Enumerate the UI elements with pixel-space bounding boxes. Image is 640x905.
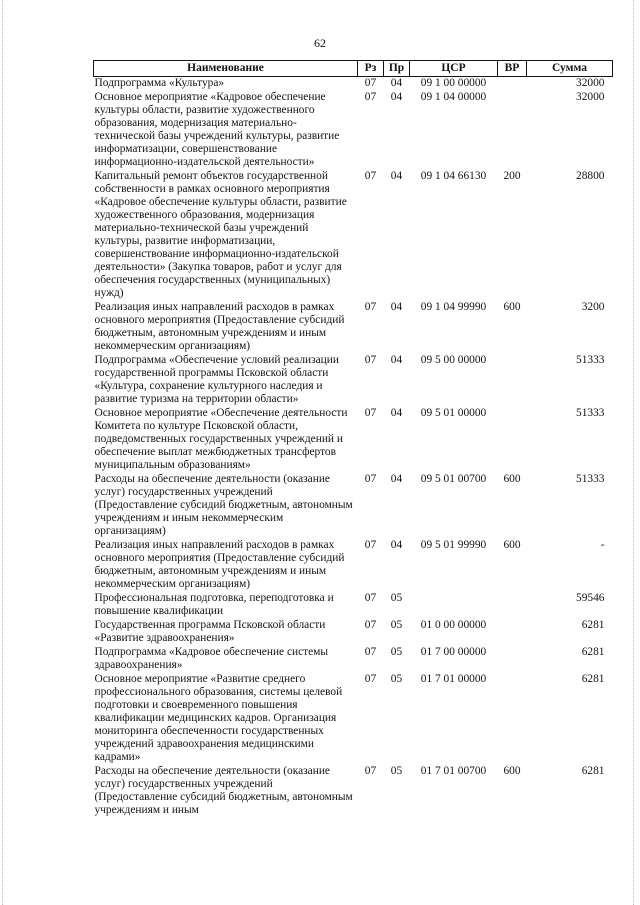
header-pr: Пр — [384, 61, 410, 77]
cell-vr: 600 — [503, 765, 521, 777]
cell-csr: 09 1 04 99990 — [420, 301, 487, 313]
table-row — [94, 91, 613, 170]
cell-name: Подпрограмма «Кадровое обеспечение системы здравоохранения» — [94, 646, 329, 671]
table-row — [94, 619, 613, 646]
cell-pr: 04 — [390, 354, 403, 366]
cell-vr — [498, 619, 527, 646]
cell-vr — [498, 592, 527, 619]
cell-pr: 04 — [390, 539, 403, 551]
scan-edge-left — [2, 0, 4, 905]
table-row — [94, 170, 613, 301]
cell-rz: 07 — [364, 407, 377, 419]
cell-csr — [410, 592, 498, 619]
cell-vr — [498, 646, 527, 673]
cell-csr: 09 5 01 00000 — [420, 407, 487, 419]
cell-csr: 09 1 00 00000 — [420, 77, 487, 89]
cell-sum: 51333 — [576, 473, 605, 485]
cell-csr: 01 7 01 00000 — [420, 673, 487, 685]
cell-vr — [498, 673, 527, 765]
cell-pr: 04 — [390, 170, 403, 182]
cell-rz: 07 — [364, 765, 377, 777]
budget-table — [93, 60, 613, 818]
header-name: Наименование — [94, 61, 358, 77]
cell-rz: 07 — [364, 539, 377, 551]
cell-name: Основное мероприятие «Обеспечение деятельности Комитета по культуре Псковской области, подведомственных государственных учреждений и обеспечение выплат межбюджетных трансфертов муниципальным образованиям» — [94, 407, 348, 471]
cell-rz: 07 — [364, 91, 377, 103]
cell-sum: 32000 — [576, 77, 605, 89]
cell-rz: 07 — [364, 354, 377, 366]
table-row — [94, 539, 613, 592]
cell-name: Государственная программа Псковской области «Развитие здравоохранения» — [94, 619, 326, 644]
table-header — [94, 61, 613, 77]
cell-rz: 07 — [364, 673, 377, 685]
cell-rz: 07 — [364, 646, 377, 658]
table-row — [94, 673, 613, 765]
cell-rz: 07 — [364, 301, 377, 313]
cell-name: Профессиональная подготовка, переподготовка и повышение квалификации — [94, 592, 334, 617]
cell-sum: 51333 — [576, 354, 605, 366]
table-row — [94, 354, 613, 407]
cell-sum: 32000 — [576, 91, 605, 103]
cell-name: Капитальный ремонт объектов государственной собственности в рамках основного мероприятия «Кадровое обеспечение культуры области, развитие художественного образования, модернизация материально-технической базы учреждений культуры, развитие информатизации, совершенствование информационно-издательской деятельности» (Закупка товаров, работ и услуг для обеспечения государственных (муниципальных) нужд) — [94, 170, 347, 299]
cell-name: Расходы на обеспечение деятельности (оказание услуг) государственных учреждений (Предоставление субсидий бюджетным, автономным учреждениям и иным некоммерческим организациям) — [94, 473, 353, 537]
table-body — [94, 77, 613, 819]
cell-pr: 04 — [390, 301, 403, 313]
cell-pr: 04 — [390, 91, 403, 103]
cell-name: Реализация иных направлений расходов в рамках основного мероприятия (Предоставление субсидий бюджетным, автономным учреждениям и иным некоммерческим организациям) — [94, 539, 345, 590]
cell-csr: 01 7 01 00700 — [420, 765, 487, 777]
cell-rz: 07 — [364, 170, 377, 182]
cell-sum: 28800 — [576, 170, 605, 182]
cell-pr: 05 — [390, 646, 403, 658]
cell-name: Расходы на обеспечение деятельности (оказание услуг) государственных учреждений (Предоставление субсидий бюджетным, автономным учреждениям и иным — [94, 765, 353, 816]
scan-edge-right — [633, 0, 635, 905]
cell-csr: 09 1 04 66130 — [420, 170, 487, 182]
cell-pr: 04 — [390, 77, 403, 89]
cell-csr: 09 5 01 00700 — [420, 473, 487, 485]
cell-sum: 6281 — [581, 765, 605, 777]
cell-rz: 07 — [364, 592, 377, 604]
cell-csr: 09 5 00 00000 — [420, 354, 487, 366]
cell-sum: - — [600, 539, 605, 551]
header-rz: Рз — [358, 61, 384, 77]
table-row — [94, 77, 613, 92]
cell-vr — [498, 407, 527, 473]
cell-pr: 04 — [390, 407, 403, 419]
cell-sum: 3200 — [581, 301, 605, 313]
table-row — [94, 592, 613, 619]
header-csr: ЦСР — [410, 61, 498, 77]
cell-vr: 600 — [503, 473, 521, 485]
cell-pr: 05 — [390, 619, 403, 631]
header-vr: ВР — [498, 61, 527, 77]
cell-sum: 6281 — [581, 646, 605, 658]
header-row — [94, 61, 613, 77]
cell-sum: 51333 — [576, 407, 605, 419]
table-row — [94, 301, 613, 354]
cell-csr: 09 5 01 99990 — [420, 539, 487, 551]
cell-vr — [498, 77, 527, 92]
cell-pr: 05 — [390, 673, 403, 685]
cell-vr: 200 — [503, 170, 521, 182]
cell-pr: 05 — [390, 765, 403, 777]
cell-sum: 6281 — [581, 619, 605, 631]
page-number: 62 — [314, 36, 326, 50]
cell-rz: 07 — [364, 473, 377, 485]
cell-name: Подпрограмма «Культура» — [94, 77, 225, 89]
cell-name: Основное мероприятие «Кадровое обеспечение культуры области, развитие художественного образования, модернизация материально-технической базы учреждений культуры, развитие информатизации, совершенствование информационно-издательской деятельности» — [94, 91, 340, 168]
cell-vr — [498, 354, 527, 407]
header-sum: Сумма — [527, 61, 613, 77]
cell-csr: 09 1 04 00000 — [420, 91, 487, 103]
cell-pr: 05 — [390, 592, 403, 604]
cell-name: Основное мероприятие «Развитие среднего профессионального образования, системы целевой подготовки и своевременного повышения квалификации медицинских кадров. Организация мониторинга обеспеченности государственных учреждений здравоохранения медицинскими кадрами» — [94, 673, 343, 763]
cell-rz: 07 — [364, 619, 377, 631]
table-row — [94, 765, 613, 818]
cell-pr: 04 — [390, 473, 403, 485]
table-row — [94, 473, 613, 539]
cell-csr: 01 0 00 00000 — [420, 619, 487, 631]
cell-vr: 600 — [503, 539, 521, 551]
cell-name: Реализация иных направлений расходов в рамках основного мероприятия (Предоставление субсидий бюджетным, автономным учреждениям и иным некоммерческим организациям) — [94, 301, 345, 352]
cell-vr: 600 — [503, 301, 521, 313]
cell-rz: 07 — [364, 77, 377, 89]
cell-sum: 6281 — [581, 673, 605, 685]
table-row — [94, 407, 613, 473]
cell-sum: 59546 — [576, 592, 605, 604]
cell-name: Подпрограмма «Обеспечение условий реализации государственной программы Псковской области «Культура, сохранение культурного наследия и развитие туризма на территории области» — [94, 354, 339, 405]
table-row — [94, 646, 613, 673]
cell-vr — [498, 91, 527, 170]
cell-csr: 01 7 00 00000 — [420, 646, 487, 658]
